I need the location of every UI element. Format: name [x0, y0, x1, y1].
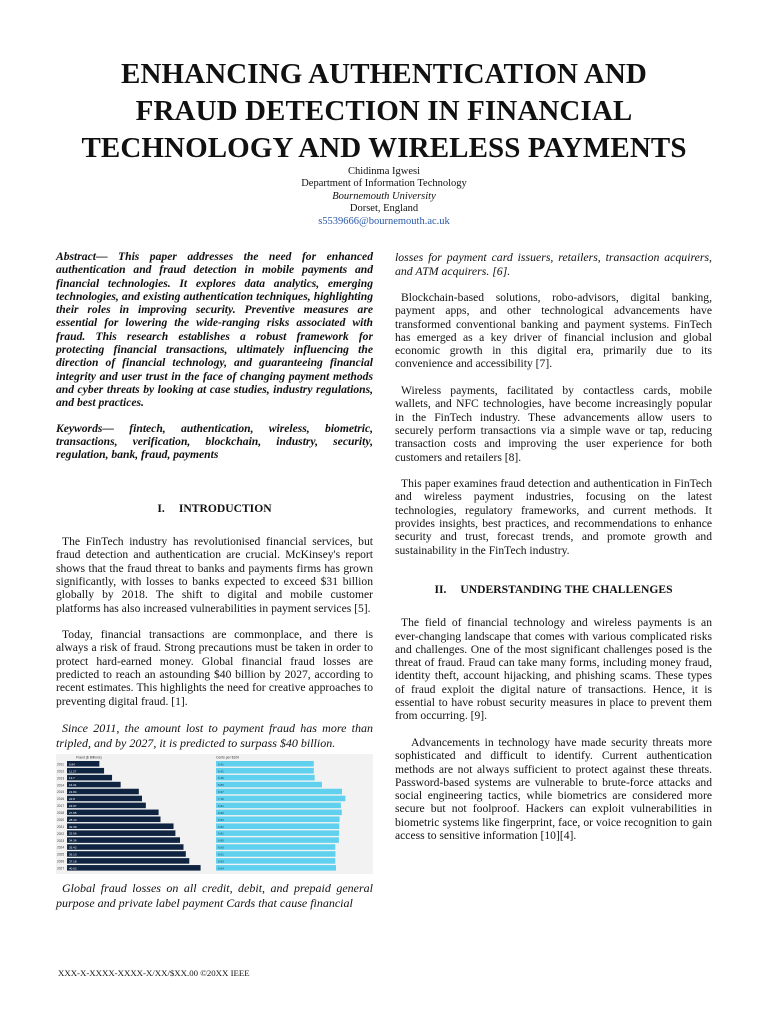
year-tick-label: 2021 [57, 825, 65, 830]
cents-data-label: 6.61 [218, 852, 224, 857]
abstract-label: Abstract— [56, 250, 108, 263]
year-tick-label: 2023 [57, 838, 65, 843]
cents-data-label: 6.97 [218, 790, 224, 795]
section-heading-challenges [395, 583, 712, 596]
fraud-data-label: 27.85 [69, 811, 77, 816]
left-column [56, 250, 373, 911]
cents-data-label: 6.84 [218, 818, 224, 823]
author-university: Bournemouth University [332, 190, 436, 202]
cents-data-label: 6.82 [218, 824, 224, 829]
fraud-bar [67, 865, 201, 871]
year-tick-label: 2026 [57, 859, 65, 864]
paper-scope-paragraph: This paper examines fraud detection and authentication in FinTech and wireless payment industries, focusing on the latest technologies, regulatory frameworks, and current methods. It provides insights, best practices, and recommendations to enhance security and trust, forecast trends, and promote growth and sustainability in the FinTech industry. [395, 477, 712, 557]
figure-caption-continued: losses for payment card issuers, retailers, transaction acquirers, and ATM acquirers. [6]. [395, 250, 712, 278]
fraud-data-label: 9.84 [69, 762, 75, 767]
intro-paragraph-2: Today, financial transactions are commonplace, and there is always a risk of fraud. Strong precautions must be taken in order to protect hard-earned money. Global financial fraud losses are predicted to reach an astounding $40 billion by 2027, according to recent estimates. This highlights the need for creative approaches to preventing digital fraud. [1]. [56, 628, 373, 708]
cents-bar [216, 796, 345, 802]
fraud-bar [67, 844, 183, 850]
cents-data-label: 5.41 [218, 769, 224, 774]
year-tick-label: 2016 [57, 797, 65, 802]
cents-data-label: 5.41 [218, 762, 224, 767]
cents-bar [216, 851, 335, 857]
cents-data-label: 6.64 [218, 866, 224, 871]
fraud-data-label: 40.62 [69, 866, 77, 871]
fraud-data-label: 16.31 [69, 783, 77, 788]
author-department: Department of Information Technology [301, 178, 467, 190]
fraud-data-label: 13.7 [69, 776, 75, 781]
fraud-data-label: 36.13 [69, 852, 77, 857]
year-tick-label: 2017 [57, 804, 65, 809]
fraud-header: Fraud ($ Billions) [76, 755, 102, 760]
title-line-2: FRAUD DETECTION IN FINANCIAL [135, 95, 633, 127]
fraud-bar [67, 789, 139, 795]
cents-bar [216, 844, 335, 850]
cents-bar [216, 865, 336, 871]
page-footer: XXX-X-XXXX-XXXX-X/XX/$XX.00 ©20XX IEEE [58, 968, 250, 978]
year-tick-label: 2024 [57, 845, 65, 850]
cents-bar [216, 775, 315, 781]
intro-paragraph-1: The FinTech industry has revolutionised financial services, but fraud detection and authentication are crucial. McKinsey's report shows that the fraud threat to banks and payments firms has grown significantly, with losses to banks expected to exceed $31 billion globally by 2018. The shift to digital and mobile customer platforms has also increased vulnerabilities in payment services [5]. [56, 535, 373, 615]
section-title: INTRODUCTION [178, 501, 272, 515]
fraud-data-label: 23.97 [69, 804, 77, 809]
fraud-bar [67, 810, 159, 816]
title-line-3: TECHNOLOGY AND WIRELESS PAYMENTS [81, 132, 687, 164]
fraud-data-label: 22.8 [69, 797, 75, 802]
keywords-text: fintech, authentication, wireless, biometric, transactions, verification, blockchain, industry, security, regulation, bank, fraud, payments [56, 421, 373, 462]
cents-data-label: 6.81 [218, 831, 224, 836]
challenges-paragraph-1: The field of financial technology and wireless payments is an ever-changing landscape that comes with various complicated risks and challenges. One of the most significant challenges posed is the threat of fraud. Fraud can take many forms, including money fraud, identity theft, account hijacking, and phishing scams. These types of fraud exploit the digital nature of transactions. Hence, it is essential to have robust security measures in place to prevent them from occurring. [9]. [395, 616, 712, 723]
fraud-bar [67, 838, 180, 844]
abstract-text: This paper addresses the need for enhanced authentication and fraud detection in mobile payments and financial technologies. It explores data analytics, emerging technologies, and existing authentication techniques, highlighting their roles in improving security. Preventive measures are essential for lowering the wide-ranging risks associated with fraud. This research establishes a robust framework for protecting financial transactions, ultimately influencing the direction of financial technology, and guaranteeing financial integrity and user trust in the face of changing payment methods and cyber threats by looking at case studies, industry regulations, and best practices. [56, 250, 373, 410]
cents-data-label: 6.60 [218, 845, 224, 850]
cents-bar [216, 838, 339, 844]
cents-bar [216, 789, 342, 795]
fraud-chart [56, 754, 373, 874]
cents-bar [216, 858, 335, 864]
cents-bar [216, 768, 314, 774]
cents-bar [216, 824, 339, 830]
fraud-data-label: 21.84 [69, 790, 77, 795]
cents-data-label: 6.91 [218, 804, 224, 809]
figure-caption-top: Since 2011, the amount lost to payment fraud has more than tripled, and by 2027, it is predicted to surpass $40 billion. [56, 721, 373, 751]
paper-title [40, 56, 728, 167]
year-tick-label: 2013 [57, 776, 65, 781]
fraud-bar [67, 817, 161, 823]
fraud-data-label: 11.27 [69, 769, 77, 774]
fraud-bar [67, 803, 146, 809]
keywords-label: Keywords— [56, 421, 114, 435]
fraud-data-label: 34.36 [69, 838, 77, 843]
challenges-paragraph-2: Advancements in technology have made security threats more sophisticated and difficult to identify. Current authentication methods are not always sufficient to protect against these threats. Password-based systems are vulnerable to brute-force attacks and social engineering tactics, while biometrics are considered more secure but not foolproof. Hackers can exploit vulnerabilities in biometric systems like fingerprint, face, or voice recognition to gain access to sensitive information [10][4]. [395, 735, 712, 842]
year-tick-label: 2020 [57, 818, 65, 823]
author-location: Dorset, England [349, 203, 419, 215]
cents-data-label: 7.16 [218, 797, 224, 802]
section-title: UNDERSTANDING THE CHALLENGES [460, 582, 673, 596]
fraud-bar [67, 858, 189, 864]
fraud-data-label: 37.18 [69, 859, 77, 864]
cents-bar [216, 803, 341, 809]
keywords [56, 422, 373, 462]
section-heading-introduction [56, 502, 373, 515]
fraud-bar [67, 851, 186, 857]
fraud-bar [67, 824, 174, 830]
cents-bar [216, 810, 342, 816]
fraud-data-label: 28.43 [69, 818, 77, 823]
section-number: II. [434, 582, 447, 596]
year-tick-label: 2011 [57, 762, 64, 767]
cents-bar [216, 761, 314, 767]
year-tick-label: 2027 [57, 866, 65, 871]
cents-data-label: 5.46 [218, 776, 224, 781]
fraud-data-label: 32.96 [69, 831, 77, 836]
section-number: I. [157, 501, 165, 515]
cents-header: Cents per $100 [216, 755, 240, 760]
fraud-bar [67, 831, 175, 837]
author-name: Chidinma Igwesi [347, 166, 421, 177]
right-column [395, 250, 712, 856]
author-block [184, 166, 584, 228]
title-line-1: ENHANCING AUTHENTICATION AND [121, 58, 647, 90]
cents-data-label: 6.60 [218, 859, 224, 864]
author-email[interactable]: s5539666@bournemouth.ac.uk [318, 215, 450, 227]
year-tick-label: 2014 [57, 783, 65, 788]
cents-bar [216, 782, 322, 788]
wireless-paragraph: Wireless payments, facilitated by contactless cards, mobile wallets, and NFC technologies, have become increasingly popular in the FinTech industry. These advancements allow users to securely perform transactions via a simple wave or tap, reducing transaction costs and improving the user experience for both customers and retailers [8]. [395, 384, 712, 464]
cents-bar [216, 817, 340, 823]
blockchain-paragraph: Blockchain-based solutions, robo-advisors, digital banking, payment apps, and other technological advancements have transformed conventional banking and payment systems. FinTech has emerged as a key driver of financial inclusion and global economic growth in this digital era, primarily due to its convenience and accessibility [7]. [395, 291, 712, 371]
year-tick-label: 2018 [57, 811, 65, 816]
fraud-data-label: 32.39 [69, 824, 77, 829]
cents-bar [216, 831, 339, 837]
figure-caption-bottom: Global fraud losses on all credit, debit, and prepaid general purpose and private label payment Cards that cause financial [56, 880, 373, 910]
fraud-bar [67, 796, 142, 802]
year-tick-label: 2025 [57, 852, 65, 857]
year-tick-label: 2012 [57, 769, 65, 774]
abstract [56, 250, 373, 410]
year-tick-label: 2022 [57, 832, 65, 837]
cents-data-label: 6.80 [218, 838, 224, 843]
year-tick-label: 2015 [57, 790, 65, 795]
fraud-data-label: 35.42 [69, 845, 77, 850]
cents-data-label: 6.96 [218, 811, 224, 816]
cents-data-label: 5.86 [218, 783, 224, 788]
